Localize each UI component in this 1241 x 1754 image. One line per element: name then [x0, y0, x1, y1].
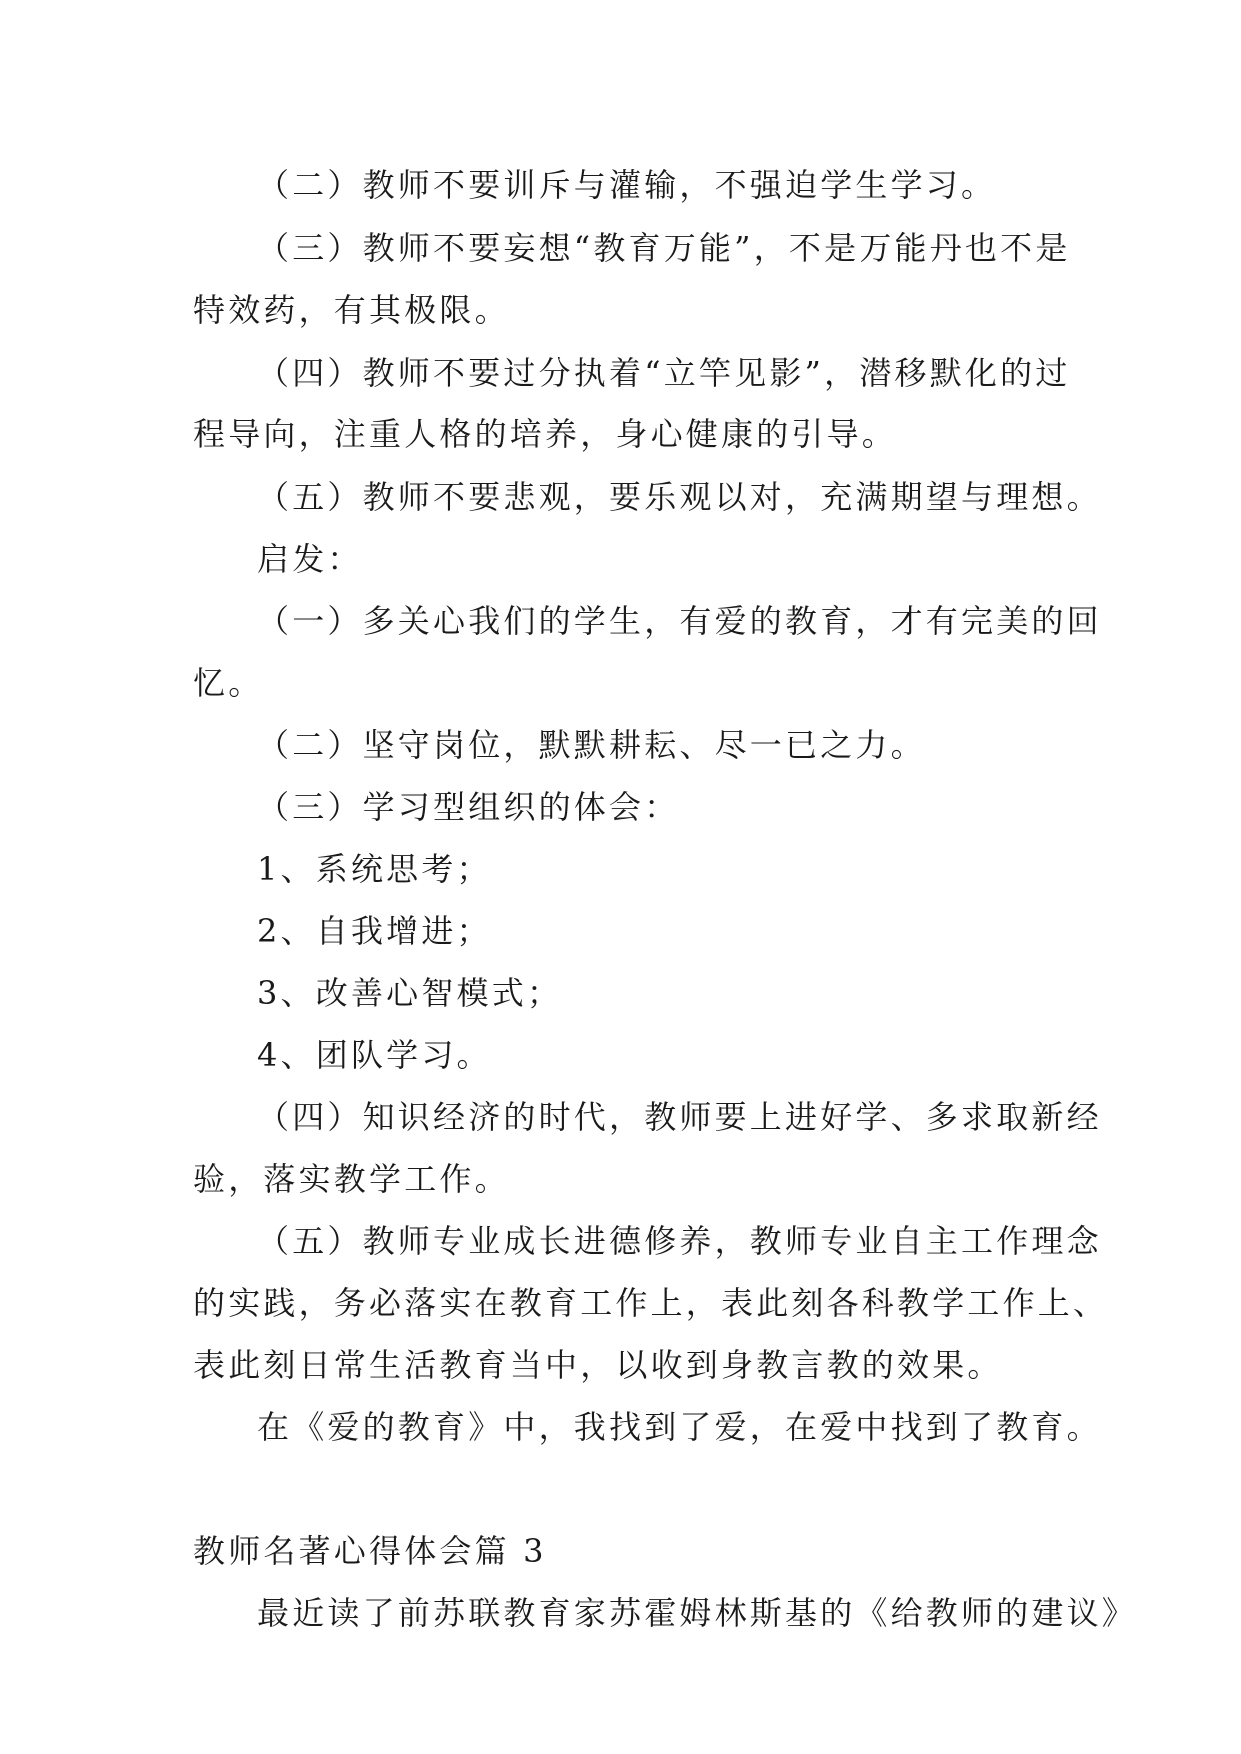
paragraph-line: 特效药，有其极限。: [193, 291, 510, 329]
paragraph-line: 表此刻日常生活教育当中，以收到身教言教的效果。: [193, 1346, 1003, 1384]
paragraph-line: 忆。: [193, 664, 264, 702]
paragraph-line: （三）学习型组织的体会：: [257, 788, 680, 826]
list-item: 3、改善心智模式；: [257, 974, 563, 1012]
list-item: 4、团队学习。: [257, 1036, 492, 1074]
paragraph-line: （二）坚守岗位，默默耕耘、尽一已之力。: [257, 726, 926, 764]
paragraph-line: 的实践，务必落实在教育工作上，表此刻各科教学工作上、: [193, 1284, 1109, 1322]
paragraph-line: （四）教师不要过分执着“立竿见影”，潜移默化的过: [257, 354, 1071, 392]
paragraph-line: 在《爱的教育》中，我找到了爱，在爱中找到了教育。: [257, 1408, 1102, 1446]
paragraph-line: 最近读了前苏联教育家苏霍姆林斯基的《给教师的建议》: [257, 1594, 1138, 1632]
section-heading: 启发：: [257, 540, 363, 578]
paragraph-line: 验，落实教学工作。: [193, 1160, 510, 1198]
paragraph-line: （一）多关心我们的学生，有爱的教育，才有完美的回: [257, 602, 1102, 640]
paragraph-line: （二）教师不要训斥与灌输，不强迫学生学习。: [257, 166, 997, 204]
paragraph-line: 程导向，注重人格的培养，身心健康的引导。: [193, 415, 898, 453]
paragraph-line: （四）知识经济的时代，教师要上进好学、多求取新经: [257, 1098, 1102, 1136]
list-item: 1、系统思考；: [257, 850, 492, 888]
article-title: 教师名著心得体会篇 3: [193, 1532, 547, 1570]
paragraph-line: （五）教师不要悲观，要乐观以对，充满期望与理想。: [257, 478, 1102, 516]
paragraph-line: （五）教师专业成长进德修养，教师专业自主工作理念: [257, 1222, 1102, 1260]
paragraph-line: （三）教师不要妄想“教育万能”，不是万能丹也不是: [257, 229, 1071, 267]
list-item: 2、自我增进；: [257, 912, 492, 950]
